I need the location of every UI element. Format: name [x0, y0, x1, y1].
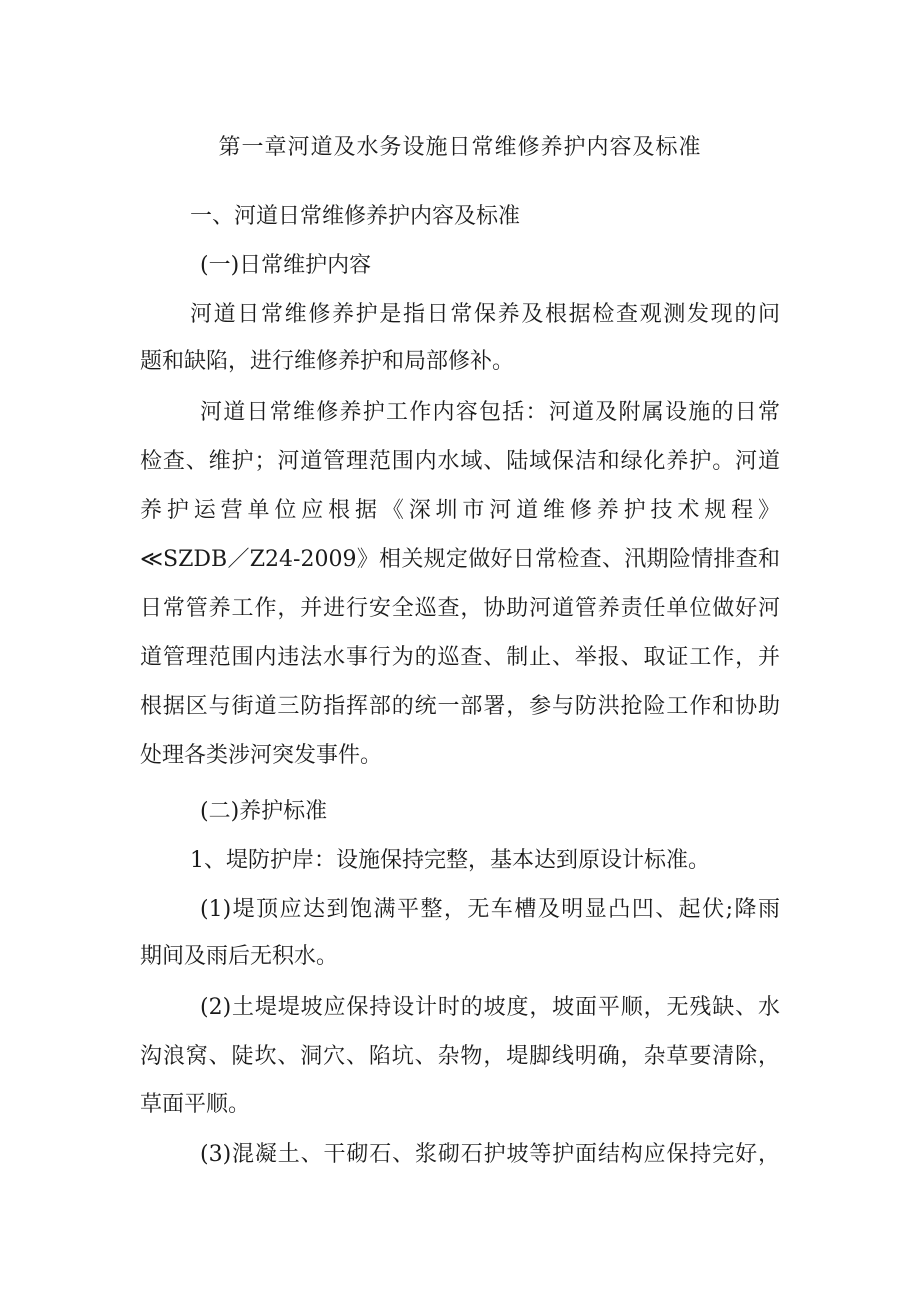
paragraph-line: (2)土堤堤坡应保持设计时的坡度，坡面平顺，无残缺、水 [200, 995, 780, 1020]
paragraph-line: 河道日常维修养护是指日常保养及根据检查观测发现的问 [190, 302, 780, 327]
paragraph-line: 日常管养工作，并进行安全巡查，协助河道管养责任单位做好河 [140, 596, 780, 621]
paragraph-line: 期间及雨后无积水。 [140, 944, 339, 969]
paragraph-line: (3)混凝土、干砌石、浆砌石护坡等护面结构应保持完好， [200, 1142, 780, 1167]
subsection-heading: (二)养护标准 [200, 799, 328, 824]
paragraph-line: 养护运营单位应根据《深圳市河道维修养护技术规程》 [140, 498, 780, 523]
paragraph-line: 河道日常维修养护工作内容包括：河道及附属设施的日常 [200, 400, 780, 425]
list-item: 1、堤防护岸：设施保持完整，基本达到原设计标准。 [190, 848, 710, 873]
paragraph-line: 检查、维护；河道管理范围内水域、陆域保洁和绿化养护。河道 [140, 449, 780, 474]
paragraph-line: 草面平顺。 [140, 1092, 251, 1117]
paragraph-line: 沟浪窝、陡坎、洞穴、陷坑、杂物，堤脚线明确，杂草要清除， [140, 1044, 780, 1069]
paragraph-line: 题和缺陷，进行维修养护和局部修补。 [140, 349, 515, 374]
paragraph-line: 根据区与街道三防指挥部的统一部署，参与防洪抢险工作和协助 [140, 694, 780, 719]
subsection-heading: (一)日常维护内容 [200, 253, 372, 278]
paragraph-line: 道管理范围内违法水事行为的巡查、制止、举报、取证工作，并 [140, 645, 780, 670]
paragraph-line: 处理各类涉河突发事件。 [140, 743, 383, 768]
document-title: 第一章河道及水务设施日常维修养护内容及标准 [218, 135, 702, 160]
section-heading: 一、河道日常维修养护内容及标准 [190, 204, 521, 229]
paragraph-line: ≪SZDB／Z24-2009》相关规定做好日常检查、汛期险情排查和 [140, 547, 780, 572]
paragraph-line: (1)堤顶应达到饱满平整，无车槽及明显凸凹、起伏;降雨 [200, 897, 780, 922]
